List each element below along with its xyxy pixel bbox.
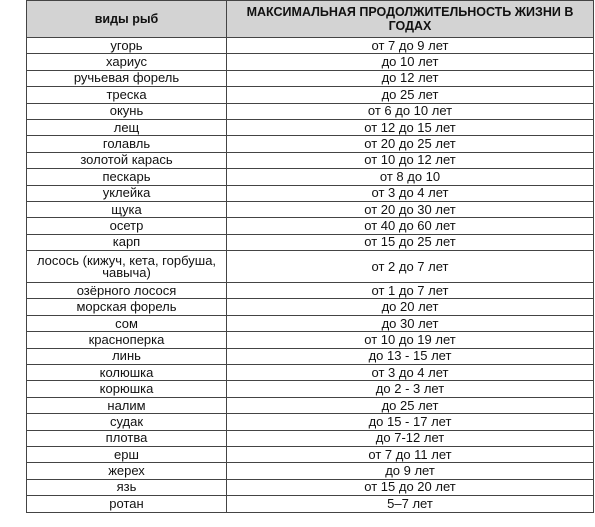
table-row: [27, 169, 594, 185]
fish-name-cell: щука: [27, 201, 227, 217]
species-header: виды рыб: [27, 1, 227, 38]
lifespan-cell: от 40 до 60 лет: [227, 218, 594, 234]
fish-name-cell: пескарь: [27, 169, 227, 185]
table-row: [27, 185, 594, 201]
lifespan-cell: до 30 лет: [227, 315, 594, 331]
fish-lifespan-table: [26, 0, 594, 513]
fish-name-cell: ротан: [27, 496, 227, 512]
fish-name-cell: судак: [27, 414, 227, 430]
fish-name-cell: линь: [27, 348, 227, 364]
lifespan-cell: до 15 - 17 лет: [227, 414, 594, 430]
table-row: [27, 234, 594, 250]
lifespan-cell: до 25 лет: [227, 397, 594, 413]
fish-name-cell: лещ: [27, 119, 227, 135]
lifespan-cell: от 20 до 25 лет: [227, 136, 594, 152]
fish-name-cell: окунь: [27, 103, 227, 119]
fish-name-cell: озёрного лосося: [27, 283, 227, 299]
fish-name-cell: уклейка: [27, 185, 227, 201]
fish-name-cell: красноперка: [27, 332, 227, 348]
header-row: [27, 1, 594, 38]
lifespan-cell: 5–7 лет: [227, 496, 594, 512]
table-row: [27, 54, 594, 70]
lifespan-cell: от 3 до 4 лет: [227, 365, 594, 381]
fish-name-cell: язь: [27, 479, 227, 495]
fish-name-cell: морская форель: [27, 299, 227, 315]
table-row: [27, 430, 594, 446]
fish-name-cell: ерш: [27, 446, 227, 462]
lifespan-cell: от 12 до 15 лет: [227, 119, 594, 135]
lifespan-cell: до 9 лет: [227, 463, 594, 479]
table-row: [27, 152, 594, 168]
table-row: [27, 381, 594, 397]
lifespan-cell: от 6 до 10 лет: [227, 103, 594, 119]
table-row: [27, 414, 594, 430]
lifespan-cell: до 12 лет: [227, 70, 594, 86]
fish-name-cell: сом: [27, 315, 227, 331]
table-row: [27, 87, 594, 103]
fish-name-cell: колюшка: [27, 365, 227, 381]
table-row: [27, 103, 594, 119]
lifespan-cell: до 2 - 3 лет: [227, 381, 594, 397]
table-row: [27, 251, 594, 283]
table-row: [27, 332, 594, 348]
fish-name-cell: хариус: [27, 54, 227, 70]
lifespan-cell: от 7 до 9 лет: [227, 38, 594, 54]
lifespan-cell: от 15 до 20 лет: [227, 479, 594, 495]
fish-name-cell: ручьевая форель: [27, 70, 227, 86]
lifespan-cell: от 15 до 25 лет: [227, 234, 594, 250]
table-row: [27, 201, 594, 217]
lifespan-cell: до 25 лет: [227, 87, 594, 103]
table-row: [27, 496, 594, 512]
lifespan-cell: до 20 лет: [227, 299, 594, 315]
lifespan-cell: от 7 до 11 лет: [227, 446, 594, 462]
fish-name-cell: налим: [27, 397, 227, 413]
fish-name-cell: треска: [27, 87, 227, 103]
table-row: [27, 397, 594, 413]
table-row: [27, 315, 594, 331]
lifespan-cell: от 10 до 12 лет: [227, 152, 594, 168]
fish-name-cell: осетр: [27, 218, 227, 234]
lifespan-cell: от 8 до 10: [227, 169, 594, 185]
table-row: [27, 299, 594, 315]
lifespan-cell: от 10 до 19 лет: [227, 332, 594, 348]
table-row: [27, 479, 594, 495]
lifespan-cell: от 2 до 7 лет: [227, 251, 594, 283]
table-row: [27, 136, 594, 152]
lifespan-cell: от 3 до 4 лет: [227, 185, 594, 201]
fish-name-cell: лосось (кижуч, кета, горбуша, чавыча): [27, 251, 227, 283]
lifespan-cell: от 20 до 30 лет: [227, 201, 594, 217]
table-row: [27, 446, 594, 462]
fish-name-cell: плотва: [27, 430, 227, 446]
lifespan-header: МАКСИМАЛЬНАЯ ПРОДОЛЖИТЕЛЬНОСТЬ ЖИЗНИ В ГОДАХ: [227, 1, 594, 38]
fish-name-cell: угорь: [27, 38, 227, 54]
lifespan-cell: до 10 лет: [227, 54, 594, 70]
table-row: [27, 365, 594, 381]
lifespan-cell: до 7-12 лет: [227, 430, 594, 446]
lifespan-cell: от 1 до 7 лет: [227, 283, 594, 299]
table-row: [27, 283, 594, 299]
table-row: [27, 70, 594, 86]
table-row: [27, 463, 594, 479]
fish-name-cell: золотой карась: [27, 152, 227, 168]
fish-name-cell: корюшка: [27, 381, 227, 397]
fish-name-cell: голавль: [27, 136, 227, 152]
table-row: [27, 38, 594, 54]
lifespan-cell: до 13 - 15 лет: [227, 348, 594, 364]
table-row: [27, 348, 594, 364]
table-row: [27, 218, 594, 234]
fish-name-cell: жерех: [27, 463, 227, 479]
table-row: [27, 119, 594, 135]
fish-name-cell: карп: [27, 234, 227, 250]
